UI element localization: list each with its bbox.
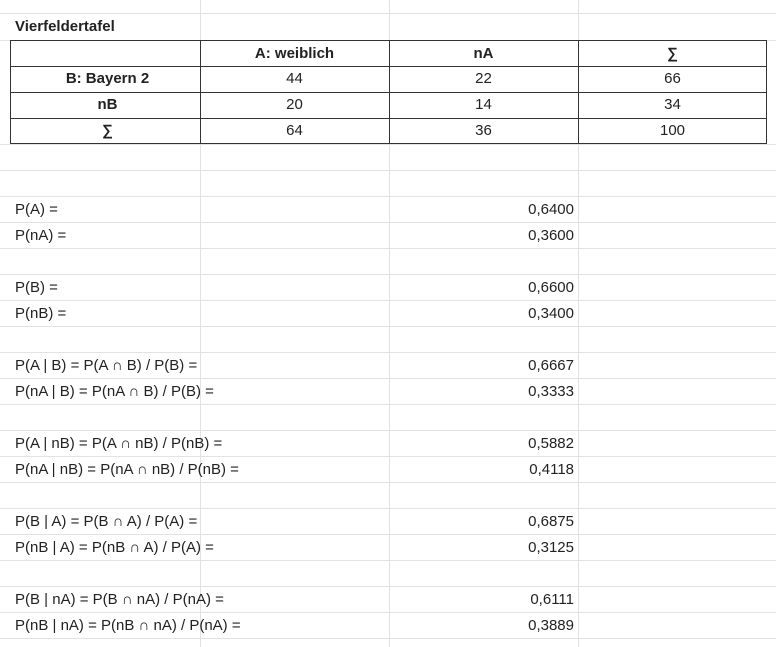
- table-cell[interactable]: 34: [664, 96, 681, 113]
- probability-value[interactable]: 0,3125: [528, 539, 574, 556]
- probability-value[interactable]: 0,6600: [528, 279, 574, 296]
- probability-value[interactable]: 0,5882: [528, 435, 574, 452]
- probability-label[interactable]: P(nA | nB) = P(nA ∩ nB) / P(nB) =: [15, 461, 239, 478]
- table-row-label[interactable]: nB: [97, 96, 118, 113]
- probability-value[interactable]: 0,3600: [528, 227, 574, 244]
- table-cell[interactable]: 64: [286, 122, 303, 139]
- probability-value[interactable]: 0,4118: [529, 461, 574, 478]
- table-cell[interactable]: 44: [286, 70, 303, 87]
- table-header-cell[interactable]: nA: [473, 45, 494, 62]
- probability-value[interactable]: 0,6875: [528, 513, 574, 530]
- probability-label[interactable]: P(A | nB) = P(A ∩ nB) / P(nB) =: [15, 435, 223, 452]
- probability-value[interactable]: 0,3889: [528, 617, 574, 634]
- probability-value[interactable]: 0,3333: [528, 383, 574, 400]
- table-header-cell[interactable]: ∑: [667, 45, 678, 62]
- table-row-label[interactable]: ∑: [102, 122, 113, 139]
- table-cell[interactable]: 100: [659, 122, 686, 139]
- sheet-title[interactable]: Vierfeldertafel: [15, 18, 115, 35]
- probability-label[interactable]: P(nB) =: [15, 305, 67, 322]
- probability-label[interactable]: P(nA) =: [15, 227, 67, 244]
- probability-label[interactable]: P(nB | A) = P(nB ∩ A) / P(A) =: [15, 539, 214, 556]
- probability-label[interactable]: P(nA | B) = P(nA ∩ B) / P(B) =: [15, 383, 214, 400]
- table-cell[interactable]: 22: [475, 70, 492, 87]
- table-row-label[interactable]: B: Bayern 2: [65, 70, 150, 87]
- probability-label[interactable]: P(nB | nA) = P(nB ∩ nA) / P(nA) =: [15, 617, 241, 634]
- probability-label[interactable]: P(B | nA) = P(B ∩ nA) / P(nA) =: [15, 591, 224, 608]
- table-header-cell[interactable]: A: weiblich: [254, 45, 335, 62]
- probability-value[interactable]: 0,6400: [528, 201, 574, 218]
- probability-value[interactable]: 0,6111: [530, 591, 574, 608]
- probability-value[interactable]: 0,3400: [528, 305, 574, 322]
- probability-label[interactable]: P(B | A) = P(B ∩ A) / P(A) =: [15, 513, 198, 530]
- table-cell[interactable]: 36: [475, 122, 492, 139]
- probability-label[interactable]: P(A) =: [15, 201, 58, 218]
- table-cell[interactable]: 66: [664, 70, 681, 87]
- probability-value[interactable]: 0,6667: [528, 357, 574, 374]
- probability-label[interactable]: P(A | B) = P(A ∩ B) / P(B) =: [15, 357, 198, 374]
- table-cell[interactable]: 20: [286, 96, 303, 113]
- table-cell[interactable]: 14: [475, 96, 492, 113]
- probability-label[interactable]: P(B) =: [15, 279, 58, 296]
